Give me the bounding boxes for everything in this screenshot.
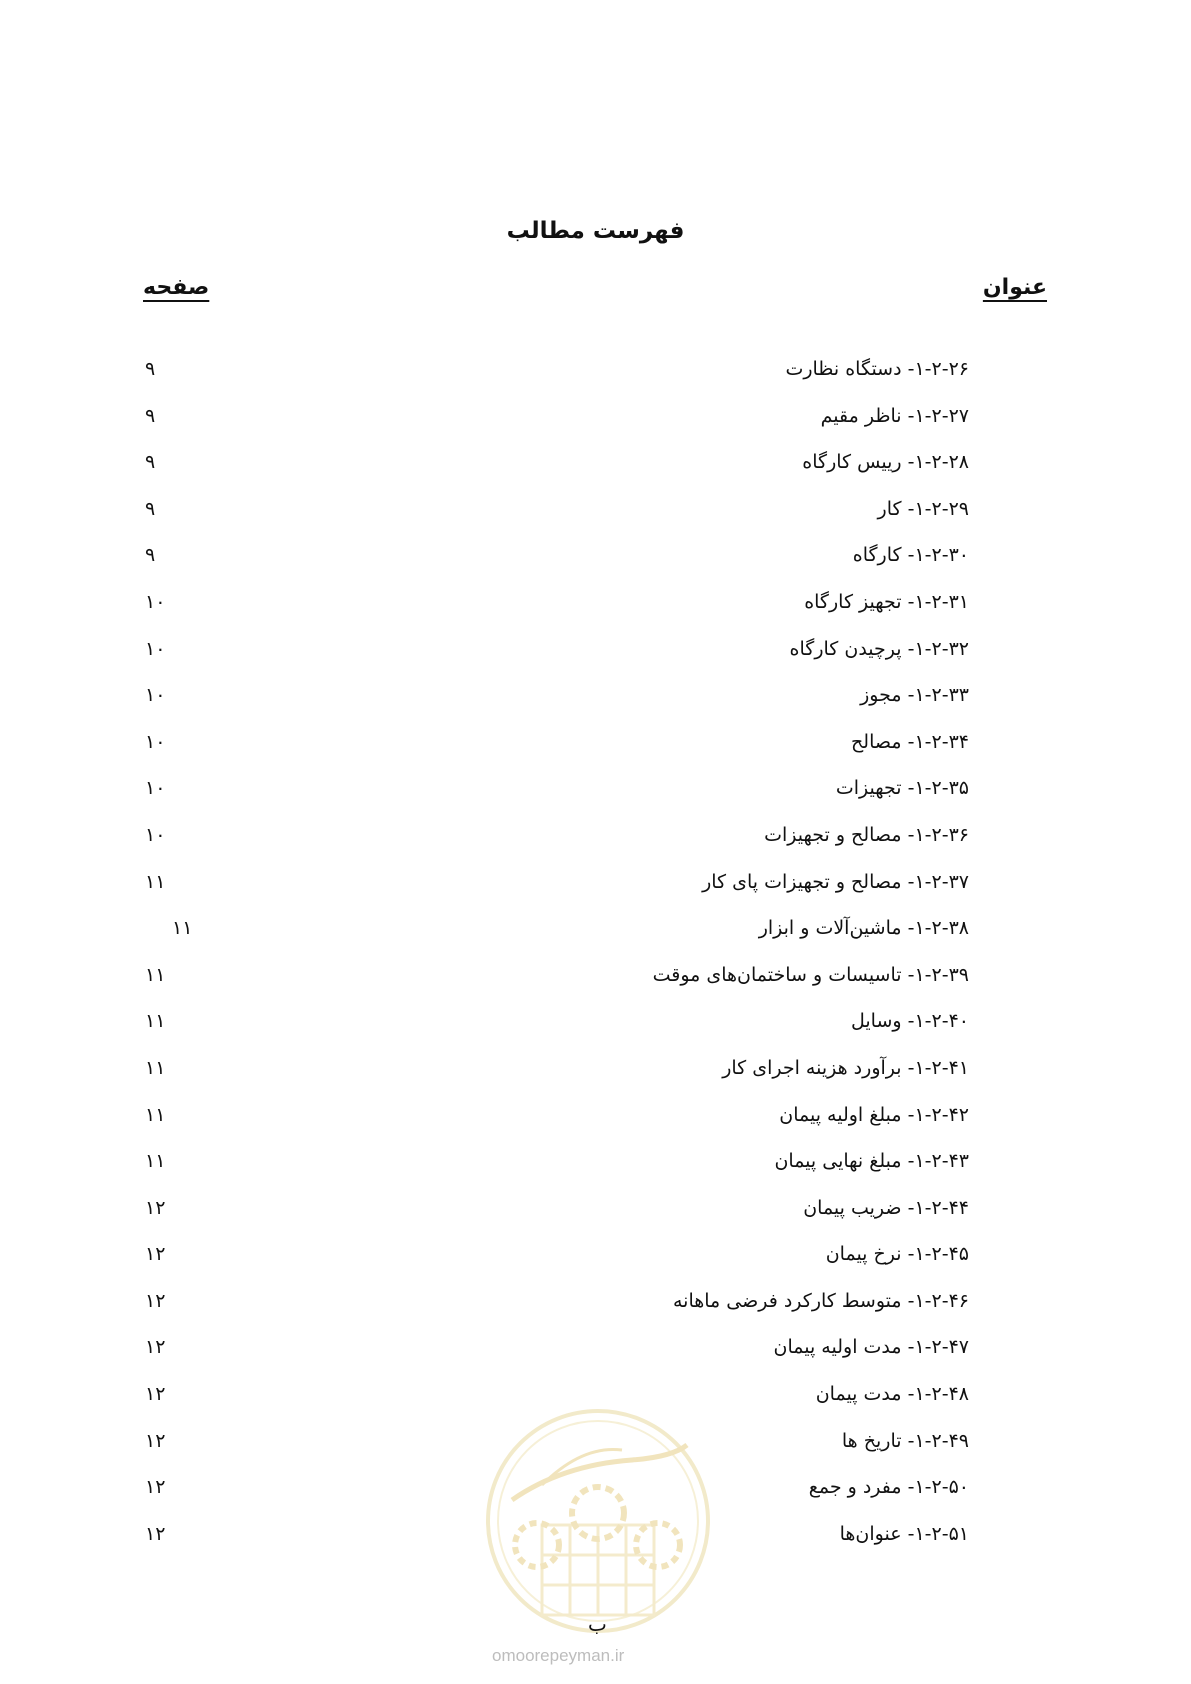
toc-entry [0,731,1191,778]
toc-entry-title: ۱-۲-۵۱- عنوان‌ها [839,1522,969,1545]
toc-entry-title: ۱-۲-۳۲- پرچیدن کارگاه [789,637,969,660]
toc-entry-page: ۱۱ [145,1103,166,1126]
toc-entry-page: ۱۱ [145,1150,166,1173]
toc-entry [0,777,1191,824]
toc-entry [0,1290,1191,1337]
toc-entry [0,1150,1191,1197]
toc-entry-title: ۱-۲-۲۹- کار [877,497,969,520]
toc-entry [0,1197,1191,1244]
toc-entry-title: ۱-۲-۳۰- کارگاه [852,544,969,567]
toc-entry-title: ۱-۲-۴۶- متوسط کارکرد فرضی ماهانه [672,1289,969,1312]
watermark-site-text: omoorepeyman.ir [492,1646,625,1665]
toc-entry-page: ۱۲ [145,1289,166,1312]
toc-entry [0,498,1191,545]
toc-entry [0,1104,1191,1151]
toc-entry-title: ۱-۲-۲۷- ناظر مقیم [820,404,969,427]
toc-entry-title: ۱-۲-۲۸- رییس کارگاه [802,451,969,474]
toc-entry-page: ۹ [145,404,156,427]
toc-entry-page: ۹ [145,544,156,567]
toc-entry-title: ۱-۲-۳۸- ماشین‌آلات و ابزار [758,917,969,940]
toc-entry-page: ۱۲ [145,1196,166,1219]
page-column-header: صفحه [143,275,210,300]
toc-entry-title: ۱-۲-۳۳- مجوز [860,684,969,707]
toc-entry-title: ۱-۲-۴۳- مبلغ نهایی پیمان [774,1150,969,1173]
toc-entry-title: ۱-۲-۳۶- مصالح و تجهیزات [764,823,969,846]
toc-entry-page: ۱۲ [145,1476,166,1499]
toc-entry-page: ۱۲ [145,1336,166,1359]
toc-entry [0,917,1191,964]
toc-entry-title: ۱-۲-۴۱- برآورد هزینه اجرای کار [722,1056,969,1079]
toc-entry-page: ۹ [145,451,156,474]
toc-entry-title: ۱-۲-۴۹- تاریخ ها [841,1429,969,1452]
toc-entry-title: ۱-۲-۳۴- مصالح [851,730,969,753]
toc-entry [0,684,1191,731]
toc-entry [0,1430,1191,1477]
toc-entry-title: ۱-۲-۴۰- وسایل [850,1010,969,1033]
page-title: فهرست مطالب [506,218,685,244]
toc-entry-title: ۱-۲-۳۷- مصالح و تجهیزات پای کار [702,870,969,893]
toc-entry [0,1523,1191,1570]
toc-entry [0,451,1191,498]
toc-entry-title: ۱-۲-۲۶- دستگاه نظارت [785,358,969,380]
toc-entry [0,1476,1191,1523]
toc-entry-page: ۱۲ [145,1243,166,1266]
toc-entry-page: ۱۲ [145,1522,166,1545]
toc-entry-page: ۱۱ [172,917,193,940]
toc-entry-page: ۱۰ [145,823,166,846]
toc-entry [0,544,1191,591]
toc-entry-page: ۱۱ [145,1056,166,1079]
toc-entry-page: ۱۰ [145,684,166,707]
toc-entry-page: ۱۰ [145,590,166,613]
toc-entry-page: ۱۲ [145,1383,166,1406]
toc-entry [0,1383,1191,1430]
title-column-header: عنوان [982,275,1047,300]
toc-entry [0,405,1191,452]
toc-entry-page: ۹ [145,497,156,520]
toc-entry-title: ۱-۲-۳۵- تجهیزات [835,777,969,800]
toc-entry-page: ۹ [145,358,156,380]
toc-entry [0,1336,1191,1383]
toc-entry-page: ۱۱ [145,1010,166,1033]
toc-entry-page: ۱۲ [145,1429,166,1452]
table-of-contents [0,358,1191,1569]
toc-entry [0,824,1191,871]
toc-entry-page: ۱۱ [145,870,166,893]
toc-entry [0,1010,1191,1057]
toc-entry [0,591,1191,638]
toc-entry [0,1243,1191,1290]
toc-entry-page: ۱۰ [145,730,166,753]
toc-entry-title: ۱-۲-۴۸- مدت پیمان [815,1383,969,1406]
toc-entry-page: ۱۰ [145,637,166,660]
toc-entry [0,964,1191,1011]
toc-entry-title: ۱-۲-۴۲- مبلغ اولیه پیمان [779,1103,969,1126]
toc-entry-page: ۱۰ [145,777,166,800]
toc-entry [0,638,1191,685]
toc-entry-title: ۱-۲-۴۷- مدت اولیه پیمان [773,1336,969,1359]
toc-entry [0,1057,1191,1104]
toc-entry [0,358,1191,405]
toc-entry-title: ۱-۲-۵۰- مفرد و جمع [808,1476,969,1499]
toc-entry-page: ۱۱ [145,963,166,986]
toc-entry-title: ۱-۲-۴۵- نرخ پیمان [825,1243,969,1266]
page-number-letter: ب [588,1612,607,1636]
toc-entry-title: ۱-۲-۳۹- تاسیسات و ساختمان‌های موقت [652,963,969,986]
toc-entry [0,871,1191,918]
toc-entry-title: ۱-۲-۳۱- تجهیز کارگاه [804,590,969,613]
toc-entry-title: ۱-۲-۴۴- ضریب پیمان [803,1196,969,1219]
